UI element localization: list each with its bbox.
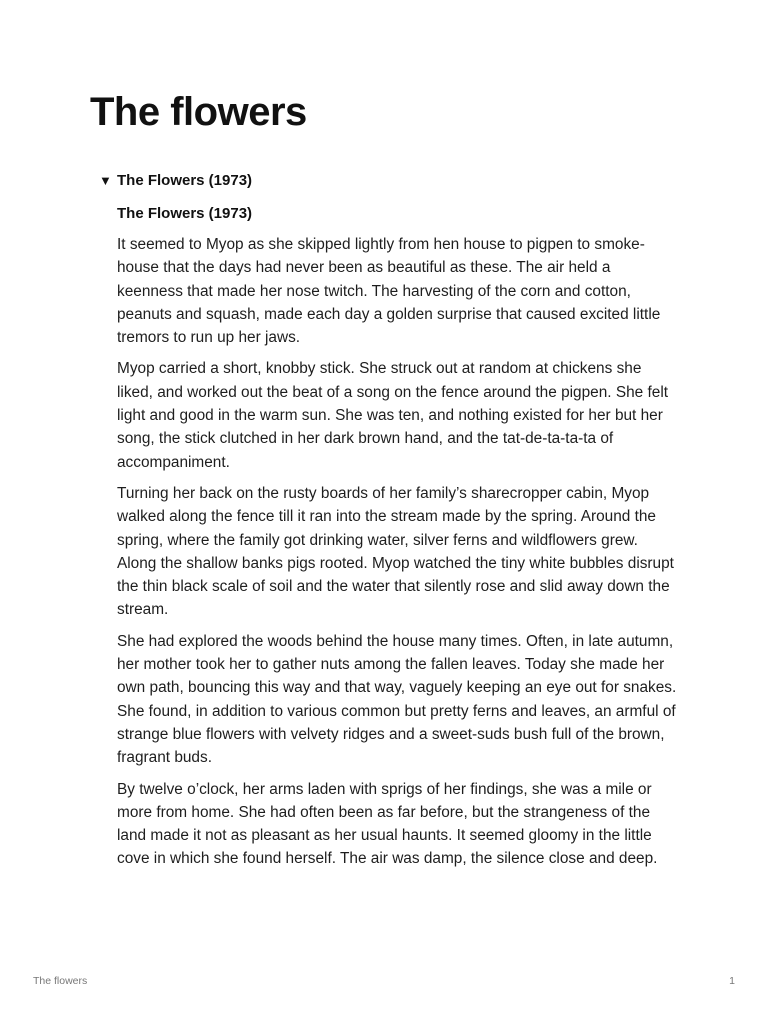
section-heading: The Flowers (1973) [117, 205, 253, 222]
section-toggle[interactable] [99, 172, 252, 189]
triangle-down-icon: ▼ [99, 173, 112, 188]
paragraph: Myop carried a short, knobby stick. She struck out at random at chickens she liked, and worked out the beat of a song on the fence around the pigpen. She felt light and good in the warm sun. She was ten, and nothing existed for her but her song, the stick clutched in her dark brown hand, and the tat-de-ta-ta-ta of accompaniment. [117, 360, 669, 471]
page-title: The flowers [90, 90, 307, 134]
footer-document-title: The flowers [33, 975, 88, 987]
paragraph: By twelve o’clock, her arms laden with sprigs of her findings, she was a mile or more from home. She had often been as far before, but the strangeness of the land made it not as pleasant as her usual haunts. It seemed gloomy in the little cove in which she found herself. The air was damp, the silence close and deep. [117, 780, 658, 868]
toggle-label: The Flowers (1973) [117, 172, 253, 189]
paragraph: She had explored the woods behind the house many times. Often, in late autumn, her mother took her to gather nuts among the fallen leaves. Today she made her own path, bouncing this way and that way, vaguely keeping an eye out for snakes. She found, in addition to various common but pretty ferns and leaves, an armful of strange blue flowers with velvety ridges and a sweet-suds bush full of the brown, fragrant buds. [117, 632, 677, 767]
toggle-content [117, 202, 677, 879]
paragraph: Turning her back on the rusty boards of her family’s sharecropper cabin, Myop walked along the fence till it ran into the stream made by the spring. Around the spring, where the family got drinking water, silver ferns and wildflowers grew. Along the shallow banks pigs rooted. Myop watched the tiny white bubbles disrupt the thin black scale of soil and the water that silently rose and slid away down the stream. [117, 484, 674, 619]
page-number: 1 [729, 975, 735, 987]
paragraph: It seemed to Myop as she skipped lightly from hen house to pigpen to smoke-house that the days had never been as beautiful as these. The air held a keenness that made her nose twitch. The harvesting of the corn and cotton, peanuts and squash, made each day a golden surprise that caused excited little tremors to run up her jaws. [117, 236, 661, 347]
